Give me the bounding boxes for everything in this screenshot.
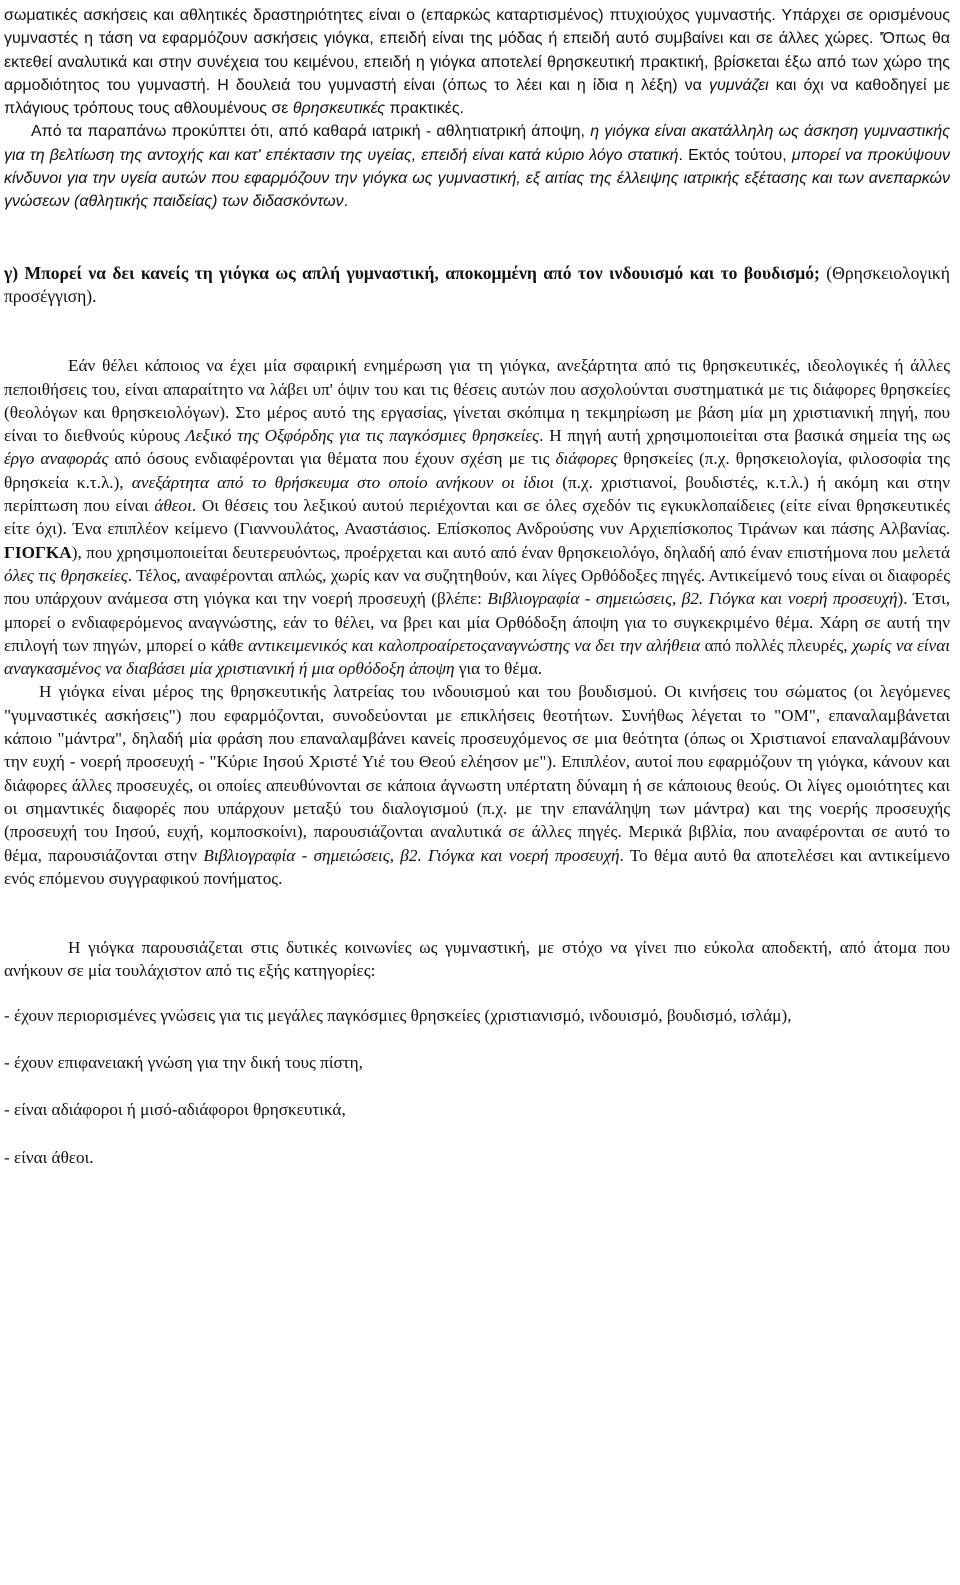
text-run: και όχι να καθοδηγεί με πλάγιους τρόπους τους αθλουμένους σε — [4, 76, 950, 118]
italic-run: γυμνάζει — [708, 76, 769, 94]
italic-run: όλες τις θρησκείες — [4, 565, 128, 585]
text-run: για το θέμα. — [454, 659, 543, 679]
list-item: - έχουν επιφανειακή γνώση για την δική τους πίστη, — [4, 1052, 363, 1072]
italic-run: αντικειμενικός και καλοπροαίρετοςαναγνώστης να δει την αλήθεια — [248, 635, 701, 655]
italic-run: έργο αναφοράς — [4, 449, 109, 469]
text-run: από πολλές πλευρές, — [700, 635, 853, 655]
italic-run: διάφορες — [555, 449, 618, 469]
paragraph-sources — [4, 354, 950, 680]
italic-run: η γιόγκα είναι ακατάλληλη ως άσκηση γυμναστικής για τη βελτίωση της αντοχής και κατ' επέκτασιν της υγείας, επειδή είναι κατά κύριο λόγο στατική — [4, 123, 950, 164]
text-run: . Εκτός τούτου, — [678, 146, 792, 164]
text-run: . — [343, 193, 349, 211]
bold-run: ΓΙΟΓΚΑ — [4, 542, 72, 562]
text-run: (π.χ. χριστιανοί, βουδιστές, κ.τ.λ.) ή ακόμη και στην περίπτωση που είναι — [4, 472, 950, 516]
italic-run: μπορεί να προκύψουν κίνδυνοι για την υγεία αυτών που εφαρμόζουν την γιόγκα ως γυμναστική, εξ αιτίας της έλλειψης ιατρικής εξέτασης και των ανεπαρκών γνώσεων (αθλητικής παιδείας) των διδασκόντων — [4, 146, 951, 211]
text-run: σωματικές ασκήσεις και αθλητικές δραστηριότητες είναι ο (επαρκώς καταρτισμένος) πτυχιούχος γυμναστής. Υπάρχει σε ορισμένους γυμναστές η τάση να εφαρμόζουν ασκήσεις γιόγκα, επειδή είναι της μόδας ή επειδή αυτό συμβαίνει και σε άλλες χώρες. 'Όπως θα εκτεθεί αναλυτικά και στην συνέχεια του κειμένου, επειδή η γιόγκα αποτελεί θρησκευτική πρακτική, βρίσκεται έξω από των χώρο της αρμοδιότητος του γυμναστή. Η δουλειά του γυμναστή είναι (όπως το λέει και η ίδια η λέξη) να — [4, 7, 950, 94]
list-item: - έχουν περιορισμένες γνώσεις για τις μεγάλες παγκόσμιες θρησκείες (χριστιανισμό, ινδουισμό, βουδισμό, ισλάμ), — [4, 1005, 792, 1025]
text-run: . Το θέμα αυτό θα αποτελέσει και αντικείμενο ενός επόμενου συγγραφικού πονήματος. — [4, 845, 950, 888]
heading-subtitle: (Θρησκειολογική προσέγγιση). — [4, 262, 950, 306]
italic-run: ανεξάρτητα από το θρήσκευμα στο οποίο ανήκουν οι ίδιοι — [131, 472, 555, 492]
italic-run: Λεξικό της Οξφόρδης για τις παγκόσμιες θρησκείες — [185, 426, 540, 446]
list-item: - είναι άθεοι. — [4, 1147, 94, 1167]
section-heading — [4, 262, 950, 309]
italic-run: χωρίς να είναι αναγκασμένος να διαβάσει μία χριστιανική ή μια ορθόδοξη άποψη — [4, 635, 950, 679]
paragraph-western-societies: Η γιόγκα παρουσιάζεται στις δυτικές κοινωνίες ως γυμναστική, με στόχο να γίνει πιο εύκολα αποδεκτή, από άτομα που ανήκουν σε μία τουλάχιστον από τις εξής κατηγορίες: — [4, 938, 950, 981]
text-run: Εάν θέλει κάποιος να έχει μία σφαιρική ενημέρωση για τη γιόγκα, ανεξάρτητα από τις θρησκευτικές, ιδεολογικές ή άλλες πεποιθήσεις του, είναι απαραίτητο να λάβει υπ' όψιν του και τις θέσεις αυτών που ασχολούνται συστηματικά με τις διάφορες θρησκείες (θεολόγων και θρησκειολόγων). Στο μέρος αυτό της εργασίας, γίνεται σκόπιμα η τεκμηρίωση με βάση μία μη χριστιανική πηγή, που είναι το διεθνούς κύρους — [4, 356, 950, 446]
text-run: πρακτικές. — [385, 100, 464, 118]
paragraph-gymnast — [4, 4, 950, 120]
text-run: ). Έτσι, μπορεί ο ενδιαφερόμενος αναγνώστης, εάν το θέλει, να βρει και μία Ορθόδοξη άποψη για το συγκεκριμένο θέμα. Χάρη σε αυτή την επιλογή των πηγών, μπορεί ο κάθε — [4, 589, 950, 655]
text-run: Από τα παραπάνω προκύπτει ότι, από καθαρά ιατρική - αθλητιατρική άποψη, — [31, 123, 591, 141]
text-run: Η γιόγκα είναι μέρος της θρησκευτικής λατρείας του ινδουισμού και του βουδισμού. Οι κινήσεις του σώματος (οι λεγόμενες "γυμναστικές ασκήσεις") που εφαρμόζονται, συνοδεύονται με επικλήσεις θεοτήτων. Συνήθως λέγεται το "ΟΜ", επαναλαμβάνεται κάποιο "μάντρα", δηλαδή μία φράση που επαναλαμβάνει κανείς προσευχόμενος σε μια θεότητα (όπως οι Χριστιανοί επαναλαμβάνουν την ευχή - νοερή προσευχή - "Κύριε Ιησού Χριστέ Υιέ του Θεού ελέησον με"). Επιπλέον, αυτοί που εφαρμόζουν τη γιόγκα, κάνουν και διάφορες άλλες προσευχές, οι οποίες απευθύνονται σε κάποια άγνωστη υπέρτατη δύναμη ή σε κάποιους θεούς. Οι λίγες ομοιότητες και οι σημαντικές διαφορές που υπάρχουν μεταξύ του διαλογισμού (π.χ. με την επανάληψη των μάντρα) και της νοερής προσευχής (προσευχή του Ιησού, ευχή, κομποσκοίνι), παρουσιάζονται αναλυτικά σε άλλες πηγές. Μερικά βιβλία, που αναφέρονται σε αυτό το θέμα, παρουσιάζονται στην — [4, 682, 950, 865]
text-run: θρησκείες (π.χ. θρησκειολογία, φιλοσοφία της θρησκεία κ.τ.λ.), — [4, 449, 950, 492]
text-run: . Οι θέσεις του λεξικού αυτού περιέχονται και σε όλες σχεδόν τις εγκυκλοπαίδειες (είτε είναι θρησκευτικές είτε όχι). Ένα επιπλέον κείμενο (Γιαννουλάτος, Αναστάσιος. Επίσκοπος Ανδρούσης νυν Αρχιεπίσκοπος Τιράνων και πάσης Αλβανίας. — [4, 496, 950, 539]
paragraph-medical-conclusion — [4, 120, 950, 213]
italic-run: θρησκευτικές — [292, 100, 385, 118]
text-run: ), που χρησιμοποιείται δευτερευόντως, προέρχεται και αυτό από έναν θρησκειολόγο, δηλαδή από έναν επιστήμονα που μελετά — [71, 542, 950, 562]
text-run: από όσους ενδιαφέρονται για θέματα που έχουν σχέση με τις — [108, 449, 556, 469]
text-run: . Η πηγή αυτή χρησιμοποιείται στα βασικά σημεία της ως — [539, 426, 951, 446]
paragraph-worship — [4, 680, 950, 890]
italic-run: άθεοι — [154, 496, 192, 516]
heading-bold: γ) Μπορεί να δει κανείς τη γιόγκα ως απλή γυμναστική, αποκομμένη από τον ινδουισμό και το βουδισμό; — [4, 262, 820, 283]
italic-run: Βιβλιογραφία - σημειώσεις, β2. Γιόγκα και νοερή προσευχή — [203, 845, 620, 865]
text-run: . Τέλος, αναφέρονται απλώς, χωρίς καν να συζητηθούν, και λίγες Ορθόδοξες πηγές. Αντικείμενό τους είναι οι διαφορές που υπάρχουν ανάμεσα στη γιόγκα και την νοερή προσευχή (βλέπε: — [4, 565, 950, 609]
list-item: - είναι αδιάφοροι ή μισό-αδιάφοροι θρησκευτικά, — [4, 1100, 346, 1120]
italic-run: Βιβλιογραφία - σημειώσεις, β2. Γιόγκα και νοερή προσευχή — [487, 589, 898, 609]
